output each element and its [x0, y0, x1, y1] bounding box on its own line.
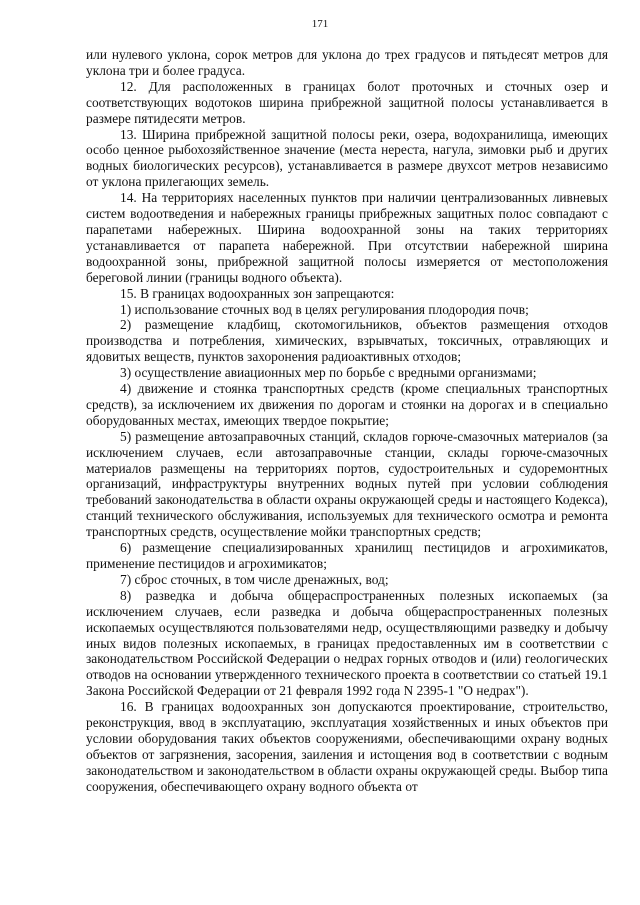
paragraph-continuation: или нулевого уклона, сорок метров для уклона до трех градусов и пятьдесят метров для уклона три и более градуса.: [86, 47, 608, 78]
paragraph-15: 15. В границах водоохранных зон запрещаются:: [120, 285, 395, 301]
list-item-7: 7) сброс сточных, в том числе дренажных, вод;: [120, 571, 389, 587]
paragraph-14: 14. На территориях населенных пунктов при наличии централизованных ливневых систем водоотведения и набережных границы прибрежных защитных полос совпадают с парапетами набережных. Ширина водоохранной зоны на таких территориях устанавливается от парапета набережной. При отсутствии набережной ширина водоохранной зоны, прибрежной защитной полосы измеряется от местоположения береговой линии (границы водного объекта).: [86, 190, 608, 285]
document-body: [86, 47, 608, 795]
paragraph-13: 13. Ширина прибрежной защитной полосы реки, озера, водохранилища, имеющих особо ценное рыбохозяйственное значение (места нереста, нагула, зимовки рыб и других водных биологических ресурсов), устанавливается в размере двухсот метров независимо от уклона прилегающих земель.: [86, 126, 608, 190]
list-item-5: 5) размещение автозаправочных станций, складов горюче-смазочных материалов (за исключением случаев, если автозаправочные станции, склады горюче-смазочных материалов размещены на территориях портов, судостроительных и судоремонтных организаций, инфраструктуры внутренних водных путей при условии соблюдения требований законодательства в области охраны окружающей среды и настоящего Кодекса), станций технического обслуживания, используемых для технического осмотра и ремонта транспортных средств, осуществление мойки транспортных средств;: [86, 428, 608, 540]
list-item-6: 6) размещение специализированных хранилищ пестицидов и агрохимикатов, применение пестицидов и агрохимикатов;: [86, 540, 608, 571]
list-item-2: 2) размещение кладбищ, скотомогильников, объектов размещения отходов производства и потребления, химических, взрывчатых, токсичных, отравляющих и ядовитых веществ, пунктов захоронения радиоактивных отходов;: [86, 317, 608, 365]
list-item-4: 4) движение и стоянка транспортных средств (кроме специальных транспортных средств), за исключением их движения по дорогам и стоянки на дорогах и в специально оборудованных местах, имеющих твердое покрытие;: [86, 381, 608, 428]
page-number: 171: [311, 18, 329, 30]
paragraph-12: 12. Для расположенных в границах болот проточных и сточных озер и соответствующих водотоков ширина прибрежной защитной полосы устанавливается в размере пятидесяти метров.: [86, 78, 608, 126]
list-item-1: 1) использование сточных вод в целях регулирования плодородия почв;: [120, 301, 529, 317]
paragraph-16: 16. В границах водоохранных зон допускаются проектирование, строительство, реконструкция, ввод в эксплуатацию, эксплуатация хозяйственных и иных объектов при условии оборудования таких объектов сооружениями, обеспечивающими охрану водных объектов от загрязнения, засорения, заиления и истощения вод в соответствии с водным законодательством и законодательством в области охраны окружающей среды. Выбор типа сооружения, обеспечивающего охрану водного объекта от: [86, 699, 608, 794]
list-item-8: 8) разведка и добыча общераспространенных полезных ископаемых (за исключением случаев, если разведка и добыча общераспространенных полезных ископаемых осуществляются пользователями недр, осуществляющими разведку и добычу иных видов полезных ископаемых, в границах предоставленных им в соответствии с законодательством Российской Федерации о недрах горных отводов и (или) геологических отводов на основании утвержденного технического проекта в соответствии со статьей 19.1 Закона Российской Федерации от 21 февраля 1992 года N 2395-1 "О недрах").: [86, 587, 608, 699]
list-item-3: 3) осуществление авиационных мер по борьбе с вредными организмами;: [120, 365, 537, 381]
